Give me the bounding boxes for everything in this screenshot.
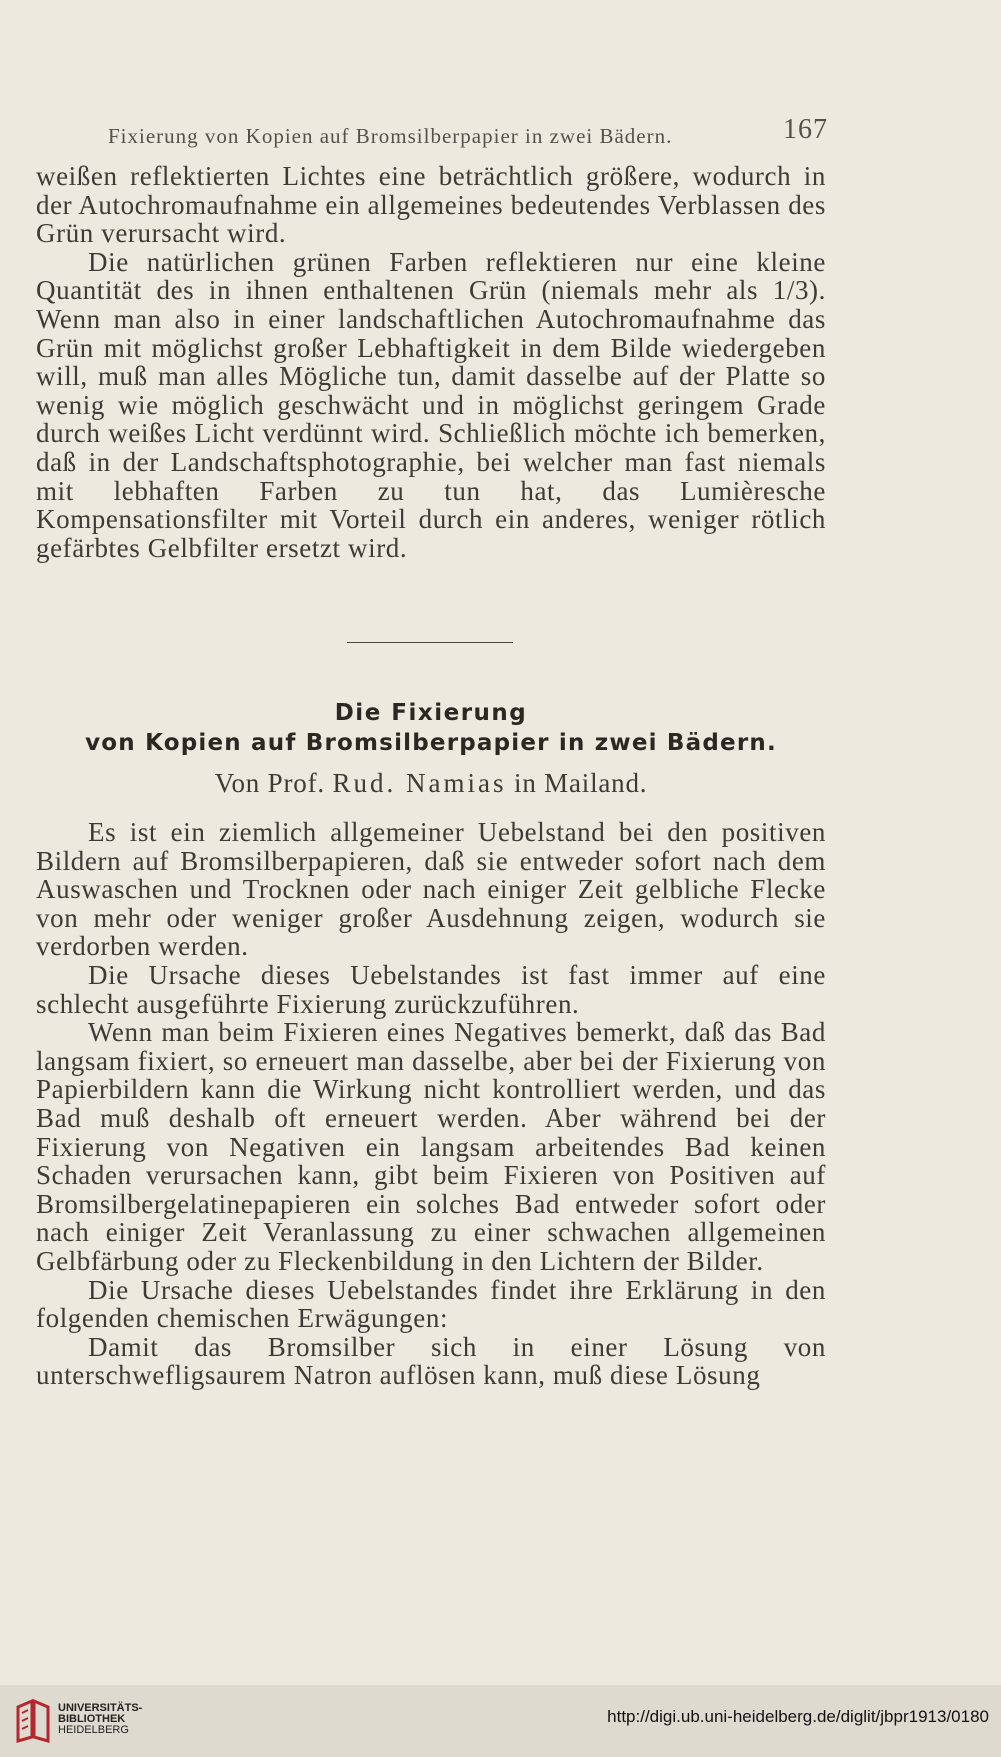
- library-logo-icon: [12, 1697, 54, 1745]
- running-head-title: Fixierung von Kopien auf Bromsilberpapier in zwei Bädern.: [108, 124, 673, 148]
- byline-prefix: Von Prof.: [214, 768, 325, 798]
- library-name: [58, 1703, 142, 1736]
- article-title-line2: von Kopien auf Bromsilberpapier in zwei Bädern.: [85, 730, 777, 756]
- section-divider: [347, 642, 513, 643]
- source-url-link[interactable]: http://digi.ub.uni-heidelberg.de/diglit/jbpr1913/0180: [607, 1707, 989, 1726]
- paragraph: Damit das Bromsilber sich in einer Lösung von unterschwefligsaurem Natron auflösen kann, muß diese Lösung: [36, 1331, 826, 1391]
- paragraph: Es ist ein ziemlich allgemeiner Uebelstand bei den positiven Bildern auf Bromsilberpapieren, daß sie entweder sofort nach dem Auswaschen und Trocknen oder nach einiger Zeit gelbliche Flecke von mehr oder weniger großer Ausdehnung zeigen, wodurch sie verdorben werden.: [36, 817, 826, 962]
- paragraph: Die Ursache dieses Uebelstandes findet ihre Erklärung in den folgenden chemischen Erwägungen:: [36, 1274, 826, 1334]
- paragraph: Die Ursache dieses Uebelstandes ist fast immer auf eine schlecht ausgeführte Fixierung zurückzuführen.: [36, 959, 826, 1019]
- library-line3: HEIDELBERG: [58, 1724, 129, 1736]
- paragraph: Die natürlichen grünen Farben reflektieren nur eine kleine Quantität des in ihnen enthaltenen Grün (niemals mehr als 1/3). Wenn man also in einer landschaftlichen Autochromaufnahme das Grün mit möglichst großer Lebhaftigkeit in dem Bilde wiedergeben will, muß man alles Mögliche tun, damit dasselbe auf der Platte so wenig wie möglich geschwächt und in möglichst geringem Grade durch weißes Licht verdünnt wird. Schließlich möchte ich bemerken, daß in der Landschaftsphotographie, bei welcher man fast niemals mit lebhaften Farben zu tun hat, das Lumièresche Kompensationsfilter mit Vorteil durch ein anderes, weniger rötlich gefärbtes Gelbfilter ersetzt wird.: [36, 246, 826, 563]
- byline: [36, 768, 826, 799]
- byline-suffix: in Mailand.: [514, 768, 648, 798]
- page-number: 167: [783, 114, 828, 145]
- running-head: [108, 114, 828, 150]
- article-body: [36, 818, 826, 1390]
- library-line1: UNIVERSITÄTS-: [58, 1702, 143, 1714]
- continued-text-block: [36, 162, 826, 562]
- library-line2: BIBLIOTHEK: [58, 1713, 126, 1725]
- digitization-footer: [0, 1685, 1001, 1757]
- author-name: Rud. Namias: [332, 768, 507, 798]
- article-title-line1: Die Fixierung: [334, 700, 528, 726]
- paragraph: Wenn man beim Fixieren eines Negatives bemerkt, daß das Bad langsam fixiert, so erneuert man dasselbe, aber bei der Fixierung von Papierbildern kann die Wirkung nicht kontrolliert werden, und das Bad muß deshalb oft erneuert werden. Aber während bei der Fixierung von Negativen ein langsam arbeitendes Bad keinen Schaden verursachen kann, gibt beim Fixieren von Positiven auf Bromsilbergelatinepapieren ein solches Bad entweder sofort oder nach einiger Zeit Veranlassung zu einer schwachen allgemeinen Gelbfärbung oder zu Fleckenbildung in den Lichtern der Bilder.: [36, 1017, 826, 1276]
- paragraph: weißen reflektierten Lichtes eine beträchtlich größere, wodurch in der Autochromaufnahme ein allgemeines bedeutendes Verblassen des Grün verursacht wird.: [36, 161, 826, 249]
